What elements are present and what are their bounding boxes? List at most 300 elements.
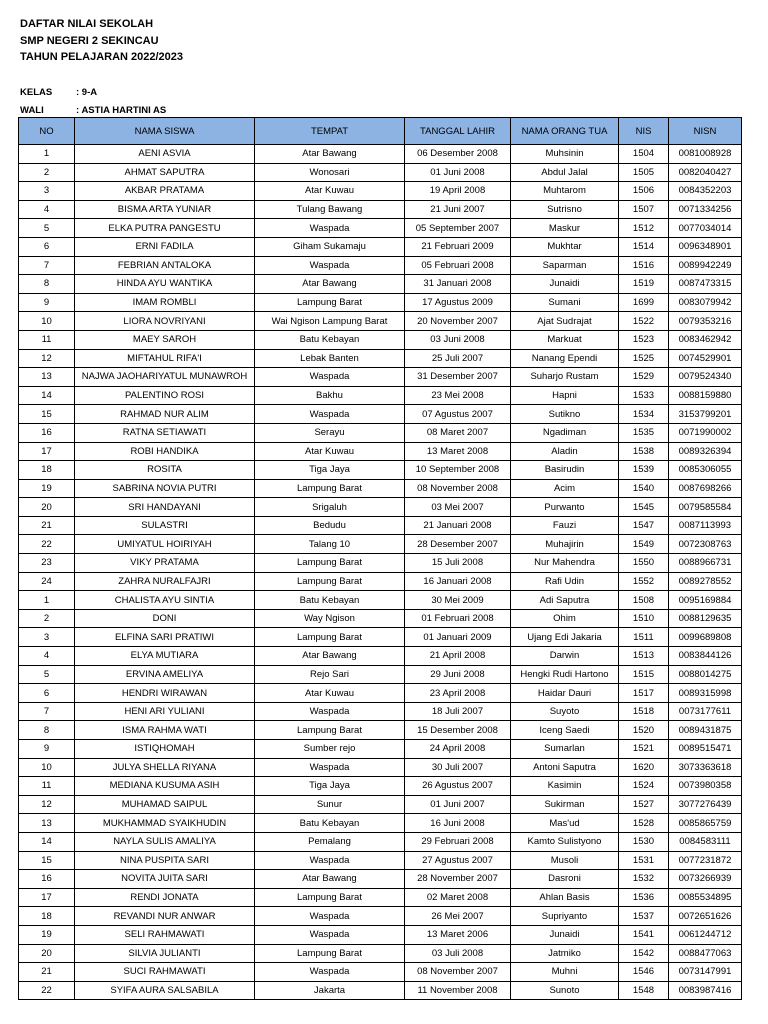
cell-birthplace: Jakarta [255,981,405,1000]
cell-nisn: 0088477063 [669,944,742,963]
cell-birthplace: Lampung Barat [255,944,405,963]
cell-birthplace: Rejo Sari [255,665,405,684]
cell-parent-name: Maskur [511,219,619,238]
cell-no: 5 [19,219,75,238]
cell-student-name: MUKHAMMAD SYAIKHUDIN [75,814,255,833]
cell-parent-name: Purwanto [511,498,619,517]
table-row [19,795,742,814]
cell-birthdate: 01 Februari 2008 [405,609,511,628]
cell-birthplace: Serayu [255,423,405,442]
cell-birthplace: Wonosari [255,163,405,182]
cell-parent-name: Ujang Edi Jakaria [511,628,619,647]
cell-student-name: REVANDI NUR ANWAR [75,907,255,926]
cell-nis: 1505 [619,163,669,182]
cell-nisn: 0089942249 [669,256,742,275]
cell-nisn: 0071334256 [669,200,742,219]
cell-birthdate: 15 Desember 2008 [405,721,511,740]
cell-nis: 1545 [619,498,669,517]
cell-no: 6 [19,237,75,256]
cell-birthplace: Waspada [255,405,405,424]
table-row [19,516,742,535]
cell-no: 23 [19,554,75,573]
cell-birthdate: 07 Agustus 2007 [405,405,511,424]
school-name: SMP NEGERI 2 SEKINCAU [20,34,159,47]
cell-birthdate: 23 April 2008 [405,684,511,703]
cell-nis: 1532 [619,870,669,889]
cell-nis: 1506 [619,182,669,201]
cell-birthplace: Sumber rejo [255,740,405,759]
cell-student-name: PALENTINO ROSI [75,386,255,405]
cell-student-name: MUHAMAD SAIPUL [75,795,255,814]
cell-no: 18 [19,461,75,480]
cell-birthplace: Waspada [255,219,405,238]
cell-birthdate: 03 Juli 2008 [405,944,511,963]
cell-parent-name: Nur Mahendra [511,554,619,573]
cell-parent-name: Sutrisno [511,200,619,219]
cell-parent-name: Saparman [511,256,619,275]
cell-birthdate: 30 Juli 2007 [405,758,511,777]
cell-no: 17 [19,888,75,907]
cell-birthplace: Lampung Barat [255,628,405,647]
cell-parent-name: Muhni [511,963,619,982]
cell-no: 19 [19,479,75,498]
cell-parent-name: Iceng Saedi [511,721,619,740]
cell-birthplace: Atar Bawang [255,647,405,666]
cell-student-name: FEBRIAN ANTALOKA [75,256,255,275]
cell-no: 3 [19,182,75,201]
cell-nis: 1539 [619,461,669,480]
cell-student-name: IMAM ROMBLI [75,293,255,312]
cell-no: 13 [19,368,75,387]
cell-birthdate: 23 Mei 2008 [405,386,511,405]
cell-birthplace: Bedudu [255,516,405,535]
cell-parent-name: Aladin [511,442,619,461]
cell-no: 3 [19,628,75,647]
cell-student-name: ERVINA AMELIYA [75,665,255,684]
cell-birthdate: 24 April 2008 [405,740,511,759]
table-row [19,870,742,889]
cell-nisn: 0079585584 [669,498,742,517]
cell-no: 16 [19,423,75,442]
cell-student-name: ERNI FADILA [75,237,255,256]
cell-nisn: 0083079942 [669,293,742,312]
table-row [19,349,742,368]
table-row [19,665,742,684]
cell-parent-name: Ahlan Basis [511,888,619,907]
table-row [19,721,742,740]
cell-birthplace: Lampung Barat [255,479,405,498]
cell-birthdate: 18 Juli 2007 [405,702,511,721]
cell-nisn: 0087113993 [669,516,742,535]
cell-no: 4 [19,647,75,666]
table-row [19,163,742,182]
table-row [19,702,742,721]
cell-student-name: VIKY PRATAMA [75,554,255,573]
column-header-nis: NIS [619,118,669,145]
cell-birthplace: Atar Kuwau [255,442,405,461]
cell-no: 7 [19,256,75,275]
cell-nis: 1552 [619,572,669,591]
cell-birthplace: Waspada [255,256,405,275]
cell-birthdate: 08 Maret 2007 [405,423,511,442]
cell-birthdate: 21 Juni 2007 [405,200,511,219]
cell-no: 20 [19,944,75,963]
table-row [19,386,742,405]
cell-nis: 1549 [619,535,669,554]
cell-nis: 1515 [619,665,669,684]
cell-no: 18 [19,907,75,926]
table-row [19,479,742,498]
cell-nisn: 0089515471 [669,740,742,759]
class-info [20,84,166,120]
table-row [19,498,742,517]
cell-birthdate: 28 November 2007 [405,870,511,889]
cell-nisn: 0077034014 [669,219,742,238]
cell-parent-name: Kamto Sulistyono [511,832,619,851]
cell-nisn: 0085306055 [669,461,742,480]
cell-birthdate: 01 Juni 2008 [405,163,511,182]
cell-birthdate: 26 Mei 2007 [405,907,511,926]
cell-nisn: 0074529901 [669,349,742,368]
column-header-no: NO [19,118,75,145]
cell-student-name: ROBI HANDIKA [75,442,255,461]
cell-nisn: 0085865759 [669,814,742,833]
cell-no: 10 [19,312,75,331]
cell-student-name: HENI ARI YULIANI [75,702,255,721]
cell-nisn: 0079524340 [669,368,742,387]
cell-birthplace: Pemalang [255,832,405,851]
cell-no: 21 [19,516,75,535]
cell-student-name: SILVIA JULIANTI [75,944,255,963]
cell-nisn: 0073177611 [669,702,742,721]
cell-nis: 1507 [619,200,669,219]
cell-parent-name: Sunoto [511,981,619,1000]
cell-student-name: UMIYATUL HOIRIYAH [75,535,255,554]
table-row [19,981,742,1000]
cell-birthdate: 31 Januari 2008 [405,275,511,294]
cell-nis: 1522 [619,312,669,331]
cell-nisn: 0095169884 [669,591,742,610]
cell-nis: 1524 [619,777,669,796]
cell-no: 24 [19,572,75,591]
cell-parent-name: Kasimin [511,777,619,796]
cell-nisn: 0061244712 [669,925,742,944]
cell-birthplace: Tiga Jaya [255,777,405,796]
cell-birthplace: Waspada [255,907,405,926]
cell-student-name: SRI HANDAYANI [75,498,255,517]
cell-birthplace: Waspada [255,702,405,721]
cell-no: 11 [19,777,75,796]
cell-nisn: 0072651626 [669,907,742,926]
cell-nisn: 0073266939 [669,870,742,889]
cell-nisn: 3077276439 [669,795,742,814]
cell-parent-name: Fauzi [511,516,619,535]
column-header-birthplace: TEMPAT [255,118,405,145]
cell-birthdate: 16 Juni 2008 [405,814,511,833]
cell-nis: 1533 [619,386,669,405]
cell-no: 1 [19,591,75,610]
cell-birthplace: Srigaluh [255,498,405,517]
cell-parent-name: Basirudin [511,461,619,480]
cell-student-name: HINDA AYU WANTIKA [75,275,255,294]
cell-nis: 1535 [619,423,669,442]
column-header-name: NAMA SISWA [75,118,255,145]
cell-parent-name: Mas'ud [511,814,619,833]
cell-student-name: MEDIANA KUSUMA ASIH [75,777,255,796]
homeroom-label: WALI [20,105,44,116]
cell-parent-name: Ohim [511,609,619,628]
cell-birthdate: 03 Mei 2007 [405,498,511,517]
cell-parent-name: Sumarlan [511,740,619,759]
table-row [19,684,742,703]
cell-no: 17 [19,442,75,461]
cell-birthplace: Lebak Banten [255,349,405,368]
cell-birthdate: 31 Desember 2007 [405,368,511,387]
cell-no: 8 [19,275,75,294]
cell-student-name: AENI ASVIA [75,145,255,164]
cell-nisn: 0083987416 [669,981,742,1000]
cell-nis: 1504 [619,145,669,164]
cell-student-name: RAHMAD NUR ALIM [75,405,255,424]
table-row [19,182,742,201]
cell-student-name: BISMA ARTA YUNIAR [75,200,255,219]
cell-birthdate: 21 Februari 2009 [405,237,511,256]
cell-no: 2 [19,609,75,628]
cell-nisn: 0083462942 [669,330,742,349]
cell-no: 19 [19,925,75,944]
cell-no: 1 [19,145,75,164]
cell-birthplace: Lampung Barat [255,554,405,573]
cell-nis: 1516 [619,256,669,275]
cell-nis: 1519 [619,275,669,294]
cell-birthplace: Waspada [255,758,405,777]
cell-no: 7 [19,702,75,721]
cell-student-name: ELYA MUTIARA [75,647,255,666]
cell-no: 22 [19,535,75,554]
table-row [19,628,742,647]
cell-birthdate: 30 Mei 2009 [405,591,511,610]
column-header-nisn: NISN [669,118,742,145]
cell-no: 16 [19,870,75,889]
cell-birthdate: 21 Januari 2008 [405,516,511,535]
cell-student-name: CHALISTA AYU SINTIA [75,591,255,610]
cell-student-name: RENDI JONATA [75,888,255,907]
cell-birthdate: 13 Maret 2008 [405,442,511,461]
cell-nisn: 0082040427 [669,163,742,182]
table-row [19,535,742,554]
cell-student-name: AKBAR PRATAMA [75,182,255,201]
table-row [19,814,742,833]
cell-birthdate: 08 November 2008 [405,479,511,498]
cell-parent-name: Ajat Sudrajat [511,312,619,331]
cell-nisn: 0085534895 [669,888,742,907]
cell-parent-name: Junaidi [511,925,619,944]
class-label: KELAS [20,87,53,98]
cell-nis: 1517 [619,684,669,703]
cell-student-name: SUCI RAHMAWATI [75,963,255,982]
cell-parent-name: Hengki Rudi Hartono [511,665,619,684]
cell-nisn: 0096348901 [669,237,742,256]
cell-birthdate: 02 Maret 2008 [405,888,511,907]
cell-nisn: 0079353216 [669,312,742,331]
cell-parent-name: Sumani [511,293,619,312]
cell-nis: 1520 [619,721,669,740]
cell-no: 9 [19,740,75,759]
cell-no: 6 [19,684,75,703]
cell-birthdate: 26 Agustus 2007 [405,777,511,796]
cell-nis: 1513 [619,647,669,666]
cell-student-name: HENDRI WIRAWAN [75,684,255,703]
cell-nisn: 0077231872 [669,851,742,870]
cell-parent-name: Dasroni [511,870,619,889]
cell-student-name: NAYLA SULIS AMALIYA [75,832,255,851]
cell-parent-name: Hapni [511,386,619,405]
cell-nisn: 3153799201 [669,405,742,424]
cell-nis: 1512 [619,219,669,238]
cell-birthdate: 21 April 2008 [405,647,511,666]
cell-birthplace: Batu Kebayan [255,814,405,833]
cell-nis: 1534 [619,405,669,424]
cell-birthdate: 27 Agustus 2007 [405,851,511,870]
table-row [19,554,742,573]
cell-nisn: 0083844126 [669,647,742,666]
cell-no: 4 [19,200,75,219]
cell-parent-name: Muhajirin [511,535,619,554]
cell-birthplace: Talang 10 [255,535,405,554]
cell-student-name: RATNA SETIAWATI [75,423,255,442]
cell-parent-name: Nanang Ependi [511,349,619,368]
cell-parent-name: Junaidi [511,275,619,294]
cell-nis: 1531 [619,851,669,870]
cell-birthdate: 01 Juni 2007 [405,795,511,814]
cell-birthplace: Batu Kebayan [255,330,405,349]
cell-birthdate: 19 April 2008 [405,182,511,201]
cell-nisn: 0084583111 [669,832,742,851]
cell-parent-name: Haidar Dauri [511,684,619,703]
cell-no: 12 [19,795,75,814]
cell-birthplace: Lampung Barat [255,293,405,312]
column-header-parent: NAMA ORANG TUA [511,118,619,145]
table-row [19,944,742,963]
cell-birthdate: 29 Februari 2008 [405,832,511,851]
cell-parent-name: Mukhtar [511,237,619,256]
cell-student-name: AHMAT SAPUTRA [75,163,255,182]
cell-nisn: 0072308763 [669,535,742,554]
cell-student-name: NAJWA JAOHARIYATUL MUNAWROH [75,368,255,387]
cell-birthplace: Atar Bawang [255,275,405,294]
cell-nisn: 3073363618 [669,758,742,777]
school-list-title: DAFTAR NILAI SEKOLAH [20,18,154,30]
cell-no: 12 [19,349,75,368]
cell-birthdate: 01 Januari 2009 [405,628,511,647]
cell-no: 14 [19,386,75,405]
cell-no: 15 [19,405,75,424]
cell-parent-name: Jatmiko [511,944,619,963]
table-row [19,777,742,796]
cell-nis: 1699 [619,293,669,312]
cell-nis: 1536 [619,888,669,907]
cell-birthplace: Way Ngison [255,609,405,628]
cell-parent-name: Acim [511,479,619,498]
cell-student-name: SABRINA NOVIA PUTRI [75,479,255,498]
cell-birthdate: 17 Agustus 2009 [405,293,511,312]
cell-student-name: SULASTRI [75,516,255,535]
cell-nis: 1510 [619,609,669,628]
cell-nis: 1541 [619,925,669,944]
cell-birthdate: 08 November 2007 [405,963,511,982]
cell-nis: 1537 [619,907,669,926]
cell-nisn: 0071990002 [669,423,742,442]
cell-birthdate: 25 Juli 2007 [405,349,511,368]
cell-nisn: 0088159880 [669,386,742,405]
cell-birthplace: Giham Sukamaju [255,237,405,256]
cell-birthdate: 29 Juni 2008 [405,665,511,684]
cell-nis: 1508 [619,591,669,610]
cell-student-name: SELI RAHMAWATI [75,925,255,944]
cell-student-name: LIORA NOVRIYANI [75,312,255,331]
table-row [19,200,742,219]
cell-birthplace: Waspada [255,851,405,870]
table-row [19,368,742,387]
cell-parent-name: Sukirman [511,795,619,814]
cell-birthplace: Batu Kebayan [255,591,405,610]
cell-birthplace: Wai Ngison Lampung Barat [255,312,405,331]
cell-parent-name: Antoni Saputra [511,758,619,777]
cell-birthplace: Lampung Barat [255,888,405,907]
table-row [19,405,742,424]
cell-birthplace: Lampung Barat [255,721,405,740]
cell-student-name: NINA PUSPITA SARI [75,851,255,870]
cell-birthdate: 13 Maret 2006 [405,925,511,944]
table-header-row [19,118,742,145]
cell-birthdate: 06 Desember 2008 [405,145,511,164]
table-row [19,312,742,331]
cell-student-name: ROSITA [75,461,255,480]
cell-student-name: ISTIQHOMAH [75,740,255,759]
cell-nis: 1538 [619,442,669,461]
cell-birthplace: Tiga Jaya [255,461,405,480]
cell-nis: 1540 [619,479,669,498]
cell-student-name: NOVITA JUITA SARI [75,870,255,889]
cell-nisn: 0087698266 [669,479,742,498]
table-row [19,907,742,926]
academic-year: TAHUN PELAJARAN 2022/2023 [20,51,184,63]
cell-parent-name: Ngadiman [511,423,619,442]
table-row [19,925,742,944]
table-row [19,851,742,870]
table-row [19,832,742,851]
student-table [18,117,742,1000]
cell-parent-name: Abdul Jalal [511,163,619,182]
cell-student-name: SYIFA AURA SALSABILA [75,981,255,1000]
table-row [19,442,742,461]
cell-nisn: 0089315998 [669,684,742,703]
cell-student-name: ZAHRA NURALFAJRI [75,572,255,591]
cell-birthdate: 10 September 2008 [405,461,511,480]
cell-nis: 1529 [619,368,669,387]
cell-nis: 1550 [619,554,669,573]
cell-nis: 1620 [619,758,669,777]
cell-birthdate: 15 Juli 2008 [405,554,511,573]
table-row [19,963,742,982]
cell-nis: 1525 [619,349,669,368]
cell-birthplace: Atar Kuwau [255,684,405,703]
table-row [19,758,742,777]
cell-birthplace: Atar Kuwau [255,182,405,201]
cell-parent-name: Suharjo Rustam [511,368,619,387]
cell-no: 15 [19,851,75,870]
cell-no: 5 [19,665,75,684]
